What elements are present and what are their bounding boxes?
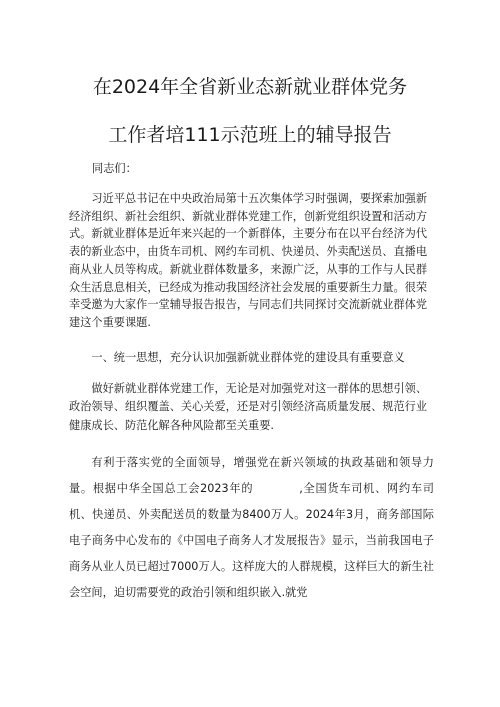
section-heading-1: 一、统一思想，充分认识加强新就业群体党的建设具有重要意义: [91, 351, 405, 364]
paragraph-1: 习近平总书记在中央政治局第十五次集体学习时强调，要探索加强新经济组织、新社会组织、新就业群体党建工作，创新党组织设置和活动方式。新就业群体是近年来兴起的一个新群体，主要分布在以平台经济为代表的新业态中，由货车司机、网约车司机、快递员、外卖配送员、直播电商从业人员等构成。新就业群体数量多，来源广泛，从事的工作与人民群众生活息息相关，已经成为推动我国经济社会发展的重要新生力量。很荣幸受邀为大家作一堂辅导报告报告，与同志们共同探讨交流新就业群体党建这个重要课题.: [69, 192, 428, 329]
document-title-line2: 工作者培111示范班上的辅导报告: [108, 124, 392, 146]
paragraph-3-part-b: ,全国货车司机、网约车司机、快递员、外卖配送员的数量为8400万人。2024年3月，商务部国际电子商务中心发布的《中国电子商务人才发展报告》显示，当前我国电子商务从业人员已超过7000万人。这样庞大的人群规模，这样巨大的新生社会空间，迫切需要党的政治引领和组织嵌入.就党: [69, 482, 434, 599]
paragraph-2: 做好新就业群体党建工作，无论是对加强党对这一群体的思想引领、政治领导、组织覆盖、关心关爱，还是对引领经济高质量发展、规范行业健康成长、防范化解各种风险都至关重要.: [69, 382, 428, 432]
document-title-line1: 在2024年全省新业态新就业群体党务: [92, 76, 408, 98]
paragraph-3-part-a: 有利于落实党的全面领导，增强党在新兴领域的执政基础和领导力量。根据中华全国总工会2023年的: [69, 456, 434, 495]
paragraph-3: [69, 450, 434, 606]
greeting: 同志们：: [92, 162, 137, 175]
